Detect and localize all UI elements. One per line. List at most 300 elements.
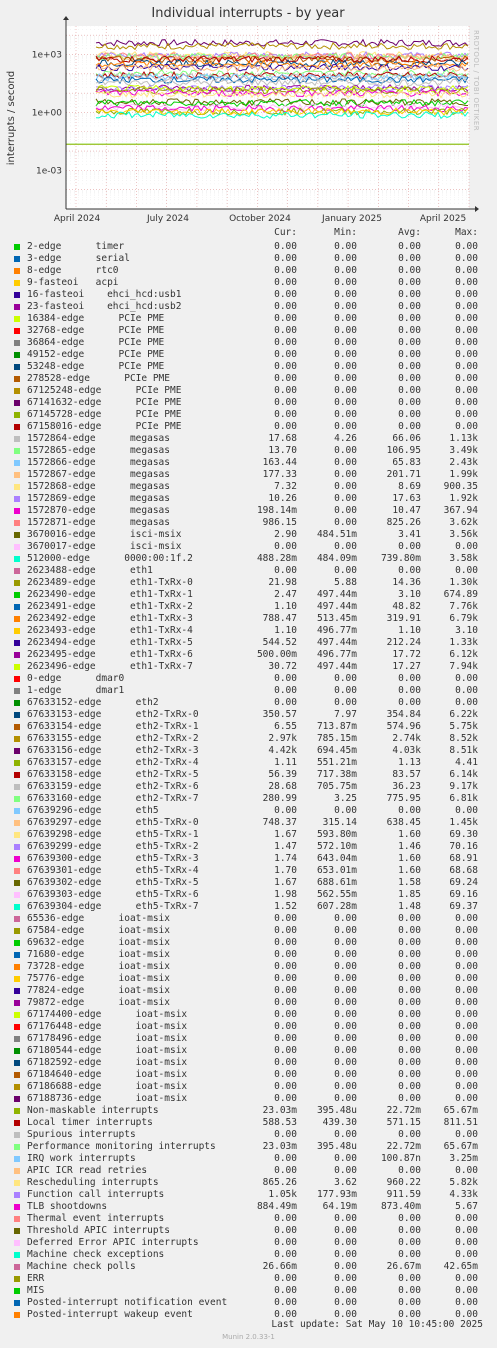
- legend-min: 0.00: [334, 673, 357, 684]
- legend-cur: 1.52: [274, 901, 297, 912]
- legend-avg: 0.00: [398, 409, 421, 420]
- legend-min: 484.51m: [316, 529, 357, 540]
- legend-name: 67639297-edge eth5-TxRx-0: [27, 817, 199, 828]
- legend-cur: 0.00: [274, 1033, 297, 1044]
- legend-row: [0, 1153, 497, 1165]
- legend-row: [0, 1237, 497, 1249]
- x-tick-label: October 2024: [229, 214, 291, 224]
- legend-name: Non-maskable interrupts: [27, 1105, 159, 1116]
- legend-avg: 83.57: [392, 769, 421, 780]
- legend-min: 7.97: [334, 709, 357, 720]
- legend-row: [0, 421, 497, 433]
- legend-max: 0.00: [455, 265, 478, 276]
- legend-swatch: [14, 844, 20, 850]
- legend-row: [0, 505, 497, 517]
- legend-row: [0, 481, 497, 493]
- legend-max: 0.00: [455, 361, 478, 372]
- legend-min: 0.00: [334, 337, 357, 348]
- legend-name: 1572866-edge megasas: [27, 457, 170, 468]
- legend-row: [0, 1009, 497, 1021]
- legend-swatch: [14, 736, 20, 742]
- legend-max: 1.92k: [449, 493, 478, 504]
- legend-cur: 0.00: [274, 997, 297, 1008]
- legend-cur: 0.00: [274, 985, 297, 996]
- legend-max: 0.00: [455, 541, 478, 552]
- legend-min: 395.48u: [316, 1105, 357, 1116]
- legend-cur: 0.00: [274, 409, 297, 420]
- legend-name: 1572868-edge megasas: [27, 481, 170, 492]
- legend-name: 79872-edge ioat-msix: [27, 997, 170, 1008]
- legend-avg: 0.00: [398, 565, 421, 576]
- legend-row: [0, 349, 497, 361]
- legend-name: 67639296-edge eth5: [27, 805, 159, 816]
- legend-row: [0, 685, 497, 697]
- legend-max: 0.00: [455, 1165, 478, 1176]
- legend-name: 67639298-edge eth5-TxRx-1: [27, 829, 199, 840]
- legend-name: 49152-edge PCIe PME: [27, 349, 165, 360]
- legend-swatch: [14, 556, 20, 562]
- legend-name: 67584-edge ioat-msix: [27, 925, 170, 936]
- legend-max: 0.00: [455, 1057, 478, 1068]
- legend-avg: 1.60: [398, 865, 421, 876]
- legend-name: 67633159-edge eth2-TxRx-6: [27, 781, 199, 792]
- legend-cur: 0.00: [274, 277, 297, 288]
- legend-cur: 0.00: [274, 397, 297, 408]
- legend-cur: 13.70: [268, 445, 297, 456]
- legend-cur: 30.72: [268, 661, 297, 672]
- legend-row: [0, 445, 497, 457]
- legend-cur: 177.33: [262, 469, 297, 480]
- legend-row: [0, 457, 497, 469]
- legend-avg: 0.00: [398, 1057, 421, 1068]
- legend-swatch: [14, 1156, 20, 1162]
- legend-max: 4.33k: [449, 1189, 478, 1200]
- legend-min: 0.00: [334, 1213, 357, 1224]
- legend-swatch: [14, 748, 20, 754]
- legend-swatch: [14, 1084, 20, 1090]
- legend-max: 0.00: [455, 961, 478, 972]
- legend-max: 9.17k: [449, 781, 478, 792]
- legend-min: 0.00: [334, 493, 357, 504]
- legend-min: 4.26: [334, 433, 357, 444]
- legend-cur: 28.68: [268, 781, 297, 792]
- legend-max: 0.00: [455, 1273, 478, 1284]
- legend-avg: 825.26: [386, 517, 421, 528]
- legend-max: 0.00: [455, 925, 478, 936]
- legend-min: 0.00: [334, 1081, 357, 1092]
- legend-min: 0.00: [334, 1057, 357, 1068]
- legend-swatch: [14, 676, 20, 682]
- legend-max: 674.89: [443, 589, 478, 600]
- legend-cur: 0.00: [274, 1045, 297, 1056]
- legend-max: 0.00: [455, 685, 478, 696]
- legend-max: 0.00: [455, 697, 478, 708]
- rrdtool-watermark: RRDTOOL / TOBI OETIKER: [472, 30, 480, 132]
- legend-row: [0, 1213, 497, 1225]
- legend-cur: 0.00: [274, 1213, 297, 1224]
- legend-max: 0.00: [455, 937, 478, 948]
- legend-name: 512000-edge 0000:00:1f.2: [27, 553, 193, 564]
- legend-swatch: [14, 1012, 20, 1018]
- legend-max: 3.49k: [449, 445, 478, 456]
- legend-max: 0.00: [455, 973, 478, 984]
- legend-min: 0.00: [334, 1165, 357, 1176]
- legend-max: 0.00: [455, 397, 478, 408]
- legend-row: [0, 829, 497, 841]
- legend-max: 6.12k: [449, 649, 478, 660]
- legend-swatch: [14, 1192, 20, 1198]
- legend-min: 64.19m: [322, 1201, 357, 1212]
- legend-cur: 350.57: [262, 709, 297, 720]
- legend-row: [0, 1177, 497, 1189]
- legend-max: 70.16: [449, 841, 478, 852]
- legend-avg: 0.00: [398, 697, 421, 708]
- legend-swatch: [14, 700, 20, 706]
- legend-min: 0.00: [334, 277, 357, 288]
- legend-min: 439.30: [322, 1117, 357, 1128]
- legend-swatch: [14, 376, 20, 382]
- x-tick-label: April 2025: [419, 214, 467, 224]
- legend-avg: 0.00: [398, 685, 421, 696]
- legend-min: 0.00: [334, 1153, 357, 1164]
- legend-max: 3.10: [455, 625, 478, 636]
- legend-swatch: [14, 304, 20, 310]
- legend-name: 3670016-edge isci-msix: [27, 529, 182, 540]
- legend-cur: 1.05k: [268, 1189, 297, 1200]
- legend-avg: 65.83: [392, 457, 421, 468]
- legend-cur: 0.00: [274, 1081, 297, 1092]
- legend-header-min: Min:: [334, 227, 357, 238]
- legend-min: 785.15m: [316, 733, 357, 744]
- legend-swatch: [14, 424, 20, 430]
- legend-avg: 14.36: [392, 577, 421, 588]
- legend-row: [0, 841, 497, 853]
- legend-cur: 0.00: [274, 241, 297, 252]
- legend-swatch: [14, 796, 20, 802]
- legend-avg: 0.00: [398, 997, 421, 1008]
- legend-cur: 865.26: [262, 1177, 297, 1188]
- legend-avg: 17.27: [392, 661, 421, 672]
- legend-max: 0.00: [455, 1309, 478, 1320]
- legend-name: Posted-interrupt notification event: [27, 1297, 228, 1308]
- legend-row: [0, 1105, 497, 1117]
- legend-avg: 22.72m: [386, 1141, 421, 1152]
- legend-row: [0, 277, 497, 289]
- legend-cur: 0.00: [274, 673, 297, 684]
- legend-cur: 0.00: [274, 1153, 297, 1164]
- legend-row: [0, 361, 497, 373]
- legend-cur: 2.90: [274, 529, 297, 540]
- legend-min: 0.00: [334, 457, 357, 468]
- legend-min: 0.00: [334, 565, 357, 576]
- legend-swatch: [14, 1288, 20, 1294]
- legend-max: 3.58k: [449, 553, 478, 564]
- legend-name: 67639304-edge eth5-TxRx-7: [27, 901, 199, 912]
- legend-min: 607.28m: [316, 901, 357, 912]
- legend-max: 69.24: [449, 877, 478, 888]
- legend-swatch: [14, 568, 20, 574]
- legend-row: [0, 973, 497, 985]
- legend-swatch: [14, 916, 20, 922]
- legend-cur: 0.00: [274, 949, 297, 960]
- legend-row: [0, 769, 497, 781]
- legend-avg: 0.00: [398, 1033, 421, 1044]
- legend-avg: 1.13: [398, 757, 421, 768]
- legend-name: 67633153-edge eth2-TxRx-0: [27, 709, 199, 720]
- legend-avg: 0.00: [398, 1249, 421, 1260]
- legend-cur: 0.00: [274, 1309, 297, 1320]
- legend-swatch: [14, 832, 20, 838]
- legend-avg: 960.22: [386, 1177, 421, 1188]
- legend-swatch: [14, 1180, 20, 1186]
- legend-avg: 1.48: [398, 901, 421, 912]
- legend-swatch: [14, 808, 20, 814]
- y-axis-label: interrupts / second: [6, 70, 17, 166]
- legend-min: 572.10m: [316, 841, 357, 852]
- legend-row: [0, 697, 497, 709]
- legend-min: 0.00: [334, 1285, 357, 1296]
- legend-row: [0, 1297, 497, 1309]
- x-tick-label: April 2024: [53, 214, 101, 224]
- legend-cur: 788.47: [262, 613, 297, 624]
- legend-max: 5.75k: [449, 721, 478, 732]
- legend-name: 2623490-edge eth1-TxRx-1: [27, 589, 193, 600]
- legend-avg: 0.00: [398, 1213, 421, 1224]
- legend-max: 0.00: [455, 1213, 478, 1224]
- legend-swatch: [14, 904, 20, 910]
- legend-min: 688.61m: [316, 877, 357, 888]
- legend-row: [0, 313, 497, 325]
- legend-avg: 574.96: [386, 721, 421, 732]
- legend-max: 42.65m: [443, 1261, 478, 1272]
- legend-swatch: [14, 1168, 20, 1174]
- legend-row: [0, 1081, 497, 1093]
- legend-name: 53248-edge PCIe PME: [27, 361, 165, 372]
- legend-max: 0.00: [455, 325, 478, 336]
- legend-name: 1572871-edge megasas: [27, 517, 170, 528]
- legend-name: 67176448-edge ioat-msix: [27, 1021, 188, 1032]
- legend-cur: 0.00: [274, 373, 297, 384]
- legend-row: [0, 1261, 497, 1273]
- legend-swatch: [14, 988, 20, 994]
- legend-row: [0, 649, 497, 661]
- legend-max: 4.41: [455, 757, 478, 768]
- legend-cur: 986.15: [262, 517, 297, 528]
- legend-max: 0.00: [455, 1129, 478, 1140]
- legend-cur: 0.00: [274, 1129, 297, 1140]
- legend-swatch: [14, 412, 20, 418]
- legend-avg: 0.00: [398, 301, 421, 312]
- legend-swatch: [14, 952, 20, 958]
- legend-min: 497.44m: [316, 661, 357, 672]
- legend-cur: 1.74: [274, 853, 297, 864]
- legend-avg: 0.00: [398, 373, 421, 384]
- legend-avg: 10.47: [392, 505, 421, 516]
- legend-swatch: [14, 724, 20, 730]
- legend-min: 0.00: [334, 1237, 357, 1248]
- legend-name: 16384-edge PCIe PME: [27, 313, 165, 324]
- legend-max: 3.62k: [449, 517, 478, 528]
- legend-row: [0, 1033, 497, 1045]
- legend-swatch: [14, 508, 20, 514]
- legend-cur: 0.00: [274, 685, 297, 696]
- legend-avg: 0.00: [398, 325, 421, 336]
- legend-swatch: [14, 1024, 20, 1030]
- legend-row: [0, 913, 497, 925]
- legend-cur: 6.55: [274, 721, 297, 732]
- legend-min: 0.00: [334, 445, 357, 456]
- legend-row: [0, 1069, 497, 1081]
- legend-min: 0.00: [334, 961, 357, 972]
- legend-avg: 319.91: [386, 613, 421, 624]
- legend-name: Thermal event interrupts: [27, 1213, 165, 1224]
- legend-cur: 0.00: [274, 697, 297, 708]
- legend-swatch: [14, 772, 20, 778]
- legend-name: 67178496-edge ioat-msix: [27, 1033, 188, 1044]
- legend-cur: 0.00: [274, 1165, 297, 1176]
- legend-max: 65.67m: [443, 1141, 478, 1152]
- legend-avg: 0.00: [398, 673, 421, 684]
- last-update: Last update: Sat May 10 10:45:00 2025: [271, 1319, 483, 1330]
- legend-max: 0.00: [455, 1225, 478, 1236]
- legend-swatch: [14, 592, 20, 598]
- legend-swatch: [14, 1072, 20, 1078]
- legend-avg: 0.00: [398, 1285, 421, 1296]
- legend-name: Deferred Error APIC interrupts: [27, 1237, 199, 1248]
- legend-row: [0, 529, 497, 541]
- legend-max: 0.00: [455, 1093, 478, 1104]
- legend-row: [0, 673, 497, 685]
- legend-min: 0.00: [334, 973, 357, 984]
- y-tick-label: 1e-03: [36, 166, 62, 177]
- legend-min: 0.00: [334, 913, 357, 924]
- legend-max: 5.67: [455, 1201, 478, 1212]
- legend-avg: 739.80m: [380, 553, 421, 564]
- legend-max: 0.00: [455, 409, 478, 420]
- legend-name: Local timer interrupts: [27, 1117, 153, 1128]
- legend-cur: 0.00: [274, 1021, 297, 1032]
- legend-avg: 0.00: [398, 313, 421, 324]
- legend-min: 0.00: [334, 397, 357, 408]
- legend-row: [0, 709, 497, 721]
- legend-name: 2623493-edge eth1-TxRx-4: [27, 625, 193, 636]
- legend-name: Performance monitoring interrupts: [27, 1141, 216, 1152]
- legend-cur: 1.10: [274, 625, 297, 636]
- legend-swatch: [14, 244, 20, 250]
- legend-name: 23-fasteoi ehci_hcd:usb2: [27, 301, 182, 312]
- legend-min: 0.00: [334, 265, 357, 276]
- legend-min: 0.00: [334, 937, 357, 948]
- legend-max: 0.00: [455, 1249, 478, 1260]
- legend-min: 0.00: [334, 325, 357, 336]
- legend-max: 0.00: [455, 313, 478, 324]
- legend-cur: 1.10: [274, 601, 297, 612]
- legend-name: 67188736-edge ioat-msix: [27, 1093, 188, 1104]
- legend-avg: 1.46: [398, 841, 421, 852]
- legend-row: [0, 1249, 497, 1261]
- legend-name: 75776-edge ioat-msix: [27, 973, 170, 984]
- legend-avg: 17.72: [392, 649, 421, 660]
- legend-row: [0, 889, 497, 901]
- legend-swatch: [14, 820, 20, 826]
- legend-max: 0.00: [455, 913, 478, 924]
- munin-version: Munin 2.0.33-1: [222, 1333, 275, 1341]
- legend-cur: 748.37: [262, 817, 297, 828]
- legend-row: [0, 853, 497, 865]
- legend-swatch: [14, 712, 20, 718]
- legend-swatch: [14, 868, 20, 874]
- legend-row: [0, 241, 497, 253]
- legend-min: 0.00: [334, 1273, 357, 1284]
- legend-name: 67639300-edge eth5-TxRx-3: [27, 853, 199, 864]
- legend-name: Threshold APIC interrupts: [27, 1225, 170, 1236]
- legend-swatch: [14, 628, 20, 634]
- legend-cur: 500.00m: [256, 649, 297, 660]
- legend-max: 5.82k: [449, 1177, 478, 1188]
- legend-min: 0.00: [334, 1045, 357, 1056]
- legend-max: 900.35: [443, 481, 478, 492]
- legend-avg: 0.00: [398, 1165, 421, 1176]
- y-tick-label: 1e+00: [31, 108, 62, 119]
- legend-min: 484.09m: [316, 553, 357, 564]
- legend-swatch: [14, 1228, 20, 1234]
- legend-name: 67158016-edge PCIe PME: [27, 421, 182, 432]
- legend-name: 3-edge serial: [27, 253, 130, 264]
- legend-min: 0.00: [334, 313, 357, 324]
- legend-header-avg: Avg:: [398, 227, 421, 238]
- legend-swatch: [14, 928, 20, 934]
- legend-avg: 354.84: [386, 709, 421, 720]
- legend-min: 0.00: [334, 505, 357, 516]
- legend-avg: 0.00: [398, 961, 421, 972]
- legend-row: [0, 781, 497, 793]
- legend-max: 0.00: [455, 997, 478, 1008]
- legend-max: 7.94k: [449, 661, 478, 672]
- legend-cur: 0.00: [274, 925, 297, 936]
- legend-cur: 4.42k: [268, 745, 297, 756]
- legend-swatch: [14, 436, 20, 442]
- legend-row: [0, 805, 497, 817]
- legend-min: 5.88: [334, 577, 357, 588]
- legend-swatch: [14, 664, 20, 670]
- legend-cur: 2.97k: [268, 733, 297, 744]
- legend-name: 65536-edge ioat-msix: [27, 913, 170, 924]
- legend-row: [0, 661, 497, 673]
- legend-avg: 0.00: [398, 541, 421, 552]
- legend-cur: 0.00: [274, 1285, 297, 1296]
- legend-avg: 0.00: [398, 397, 421, 408]
- legend-avg: 0.00: [398, 1273, 421, 1284]
- legend-avg: 100.87n: [380, 1153, 421, 1164]
- legend-name: 67145728-edge PCIe PME: [27, 409, 182, 420]
- legend-swatch: [14, 1264, 20, 1270]
- legend-max: 0.00: [455, 301, 478, 312]
- legend-cur: 0.00: [274, 421, 297, 432]
- legend-row: [0, 577, 497, 589]
- legend-avg: 48.82: [392, 601, 421, 612]
- legend-row: [0, 1141, 497, 1153]
- legend-avg: 0.00: [398, 949, 421, 960]
- legend-swatch: [14, 328, 20, 334]
- legend-avg: 571.15: [386, 1117, 421, 1128]
- legend-name: 2623488-edge eth1: [27, 565, 153, 576]
- legend-cur: 1.70: [274, 865, 297, 876]
- legend-row: [0, 637, 497, 649]
- legend-name: 2623495-edge eth1-TxRx-6: [27, 649, 193, 660]
- legend-avg: 0.00: [398, 277, 421, 288]
- legend-swatch: [14, 1096, 20, 1102]
- legend-min: 0.00: [334, 925, 357, 936]
